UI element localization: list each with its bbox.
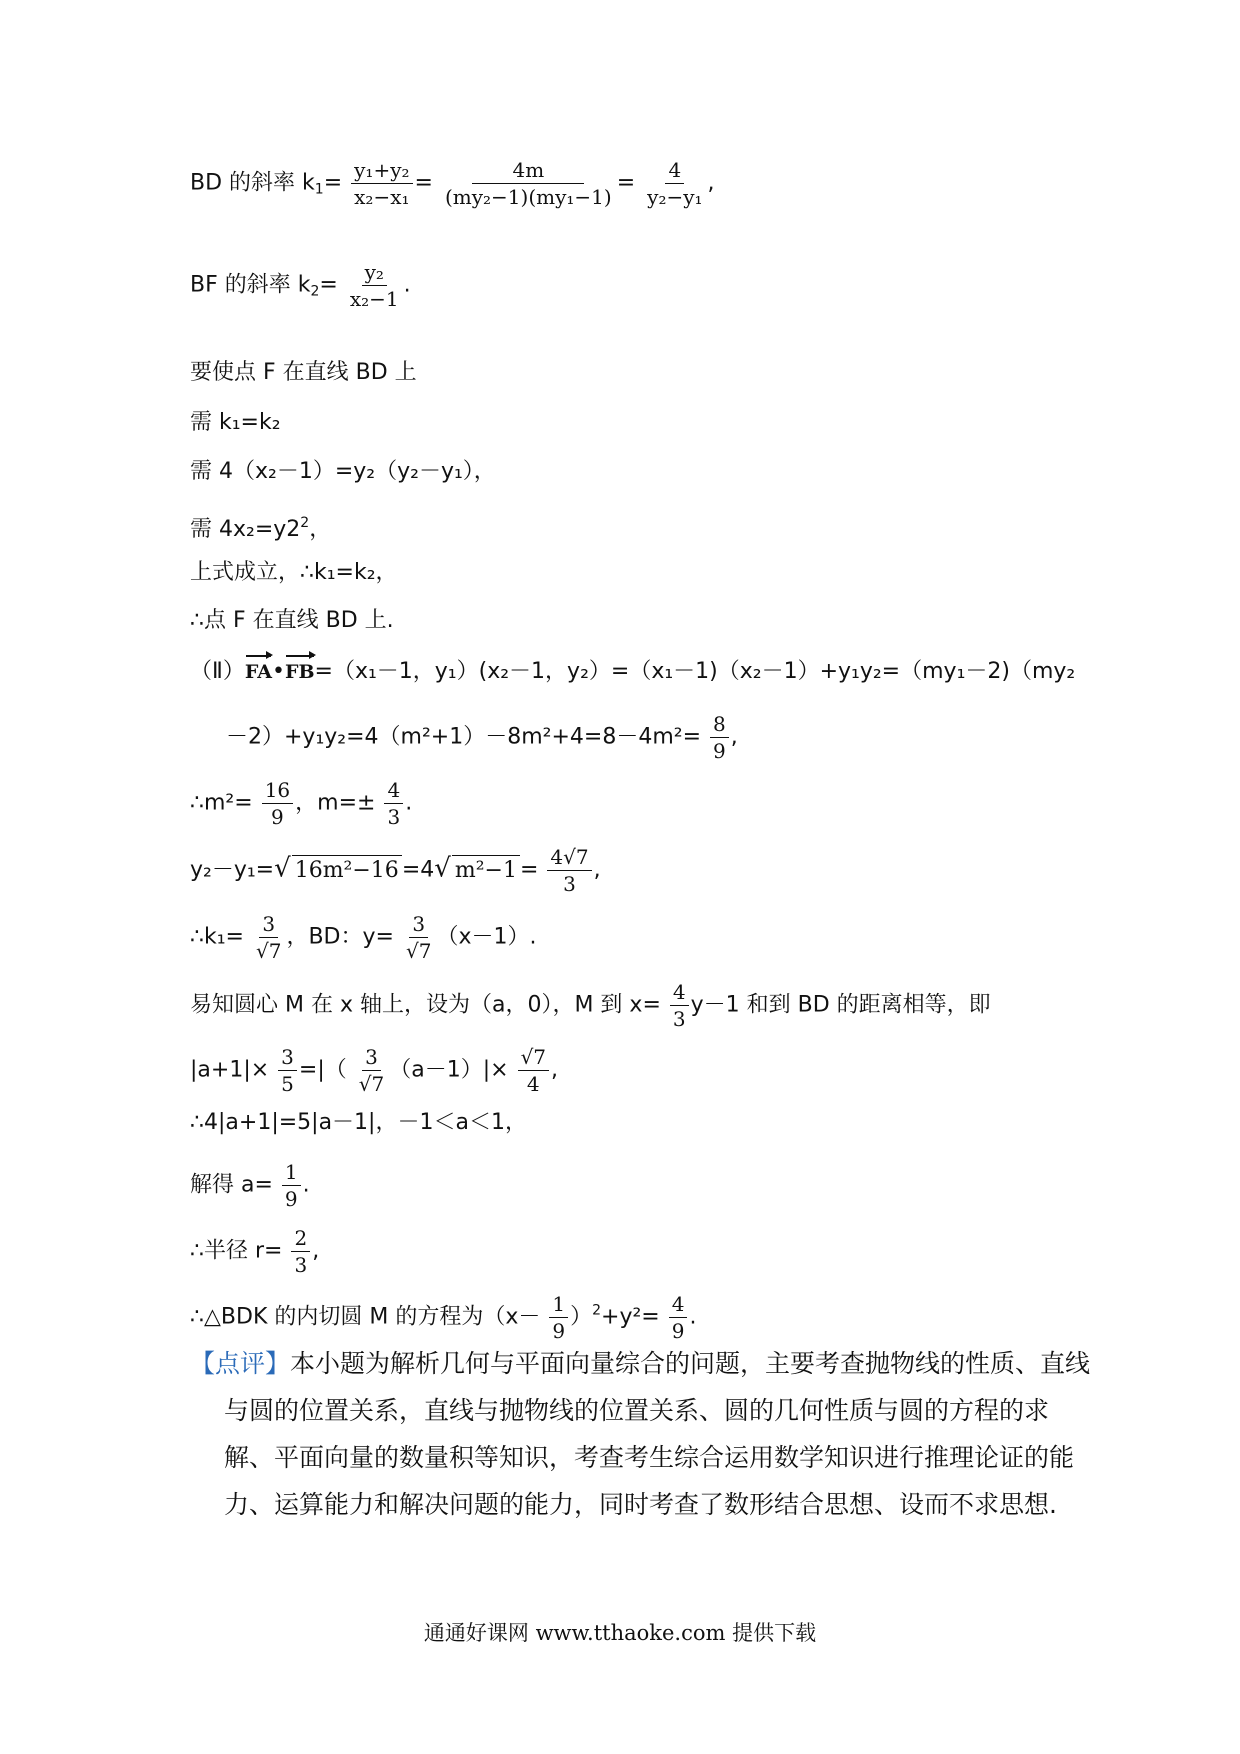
- fraction: [351, 158, 412, 209]
- dot-operator: •: [271, 659, 285, 684]
- text-line: 需 k₁=k₂: [190, 410, 281, 435]
- equals: =: [414, 170, 433, 196]
- text: =|（: [298, 1057, 347, 1083]
- text: ∴k₁=: [190, 924, 244, 950]
- numerator: 3: [278, 1045, 297, 1071]
- text: 解得 a=: [190, 1172, 273, 1198]
- numerator: 3: [409, 912, 428, 938]
- numerator: 3: [259, 912, 278, 938]
- text: +y²=: [601, 1304, 660, 1330]
- footer-note: 通通好课网 www.tthaoke.com 提供下载: [423, 1621, 817, 1645]
- text: 易知圆心 M 在 x 轴上，设为（a，0），M 到 x=: [190, 992, 661, 1018]
- numerator: 4: [670, 980, 689, 1006]
- fraction: [356, 1045, 387, 1096]
- text: ∴半径 r=: [190, 1238, 283, 1264]
- fraction: [547, 845, 591, 896]
- numerator: 1: [282, 1160, 301, 1186]
- k1-bd-line: [190, 912, 536, 963]
- k-subscript: 1: [314, 181, 324, 198]
- vector-fb: FB: [285, 657, 315, 687]
- numerator: 1: [549, 1292, 568, 1318]
- distance-line: [190, 1045, 558, 1096]
- numerator: 4: [384, 778, 403, 804]
- fraction: [278, 1045, 297, 1096]
- numerator: 8: [710, 712, 729, 738]
- fraction: [518, 1045, 549, 1096]
- m-squared-line: [190, 778, 412, 829]
- denominator: x₂−1: [349, 287, 399, 311]
- review-text: 本小题为解析几何与平面向量综合的问题，主要考查抛物线的性质、直线与圆的位置关系，直线与抛物线的位置关系、圆的几何性质与圆的方程的求解、平面向量的数量积等知识，考查考生综合运用数学知识进行推理论证的能力、运算能力和解决问题的能力，同时考查了数形结合思想、设而不求思想.: [224, 1349, 1091, 1519]
- bd-slope-label: BD 的斜率 k: [190, 170, 315, 196]
- punct: ,: [551, 1057, 559, 1083]
- bf-slope-line: [190, 260, 411, 311]
- review-tag: 【点评】: [190, 1349, 291, 1378]
- text-line: 上式成立，∴k₁=k₂，: [190, 560, 398, 585]
- text-line: 需 4（x₂－1）=y₂（y₂－y₁），: [190, 459, 496, 484]
- part-label: （Ⅱ）: [190, 659, 245, 684]
- y-diff-line: [190, 845, 601, 896]
- denominator: 9: [671, 1319, 685, 1343]
- center-line: [190, 980, 991, 1031]
- vector-fa: FA: [245, 657, 272, 687]
- radicand: m²−1: [452, 855, 520, 886]
- fraction: [549, 1292, 568, 1343]
- text: y₂－y₁=: [190, 857, 275, 883]
- punct: ,: [730, 724, 738, 750]
- text-line: ∴4|a+1|=5|a－1|，－1＜a＜1，: [190, 1110, 527, 1135]
- fraction: [262, 778, 293, 829]
- text: |a+1|×: [190, 1057, 270, 1083]
- numerator: 2: [291, 1226, 310, 1252]
- bf-slope-label: BF 的斜率 k: [190, 272, 311, 298]
- text: ∴m²=: [190, 790, 253, 816]
- text-line: ∴点 F 在直线 BD 上.: [190, 608, 394, 633]
- fraction: [670, 980, 689, 1031]
- numerator: 4: [669, 1292, 688, 1318]
- fraction: [347, 260, 402, 311]
- circle-equation-line: [190, 1292, 696, 1343]
- k-subscript: 2: [310, 283, 320, 300]
- denominator: (my₂−1)(my₁−1): [444, 185, 612, 209]
- text: ）: [570, 1304, 593, 1330]
- text: ∴△BDK 的内切圆 M 的方程为（x－: [190, 1304, 541, 1330]
- text-line: 要使点 F 在直线 BD 上: [190, 360, 417, 385]
- sqrt-sign: √: [274, 853, 291, 884]
- punct: .: [689, 1304, 697, 1330]
- punct: ,: [707, 170, 715, 196]
- fraction: [253, 912, 284, 963]
- text: ，BD：y=: [286, 924, 394, 950]
- part2-cont-line: [226, 712, 738, 763]
- denominator: √7: [358, 1072, 385, 1096]
- text: ，: [309, 517, 332, 542]
- denominator: 3: [294, 1253, 308, 1277]
- superscript: 2: [300, 515, 310, 531]
- fraction: [384, 778, 403, 829]
- text: =4: [401, 857, 435, 883]
- denominator: 5: [281, 1072, 294, 1096]
- numerator: 3: [362, 1045, 381, 1071]
- fraction: [710, 712, 729, 763]
- equals: =: [319, 272, 338, 298]
- equals: =: [616, 170, 636, 196]
- denominator: x₂−x₁: [354, 185, 410, 209]
- numerator: 4m: [472, 158, 584, 184]
- solve-line: [190, 1160, 310, 1211]
- text: =: [519, 857, 539, 883]
- sqrt-sign: √: [434, 853, 451, 884]
- numerator: y₂: [362, 260, 387, 286]
- fraction: [442, 158, 615, 209]
- denominator: √7: [405, 939, 432, 963]
- text: 需 4x₂=y2: [190, 517, 301, 542]
- fraction: [644, 158, 705, 209]
- text: y－1 和到 BD 的距离相等，即: [690, 992, 991, 1018]
- numerator: 4: [665, 158, 684, 184]
- denominator: 9: [552, 1319, 566, 1343]
- text: ，m=±: [295, 790, 376, 816]
- denominator: 3: [672, 1007, 686, 1031]
- denominator: 3: [563, 872, 576, 896]
- denominator: 4: [526, 1072, 540, 1096]
- numerator: √7: [518, 1045, 549, 1071]
- part2-line: [190, 657, 1075, 687]
- numerator: 16: [262, 778, 293, 804]
- punct: ,: [312, 1238, 320, 1264]
- review-paragraph: [190, 1340, 1094, 1528]
- text-line: [190, 508, 331, 545]
- text: （a－1）|×: [389, 1057, 509, 1083]
- equals: =: [323, 170, 343, 196]
- text: =（x₁－1，y₁）(x₂－1，y₂）=（x₁－1)（x₂－1）+y₁y₂=（my₁－2)（my₂: [314, 659, 1076, 684]
- fraction: [669, 1292, 688, 1343]
- punct: ,: [593, 857, 601, 883]
- denominator: √7: [256, 939, 282, 963]
- denominator: 3: [387, 805, 401, 829]
- punct: .: [302, 1172, 310, 1198]
- punct: .: [405, 790, 413, 816]
- denominator: y₂−y₁: [647, 185, 703, 209]
- denominator: 9: [271, 805, 284, 829]
- fraction: [291, 1226, 310, 1277]
- denominator: 9: [713, 739, 726, 763]
- radius-line: [190, 1226, 319, 1277]
- fraction: [403, 912, 434, 963]
- radicand: 16m²−16: [292, 855, 402, 886]
- text: －2）+y₁y₂=4（m²+1）－8m²+4=8－4m²=: [226, 724, 702, 750]
- denominator: 9: [284, 1187, 298, 1211]
- superscript: 2: [592, 1302, 602, 1319]
- numerator: 4√7: [547, 845, 591, 871]
- numerator: y₁+y₂: [351, 158, 412, 184]
- fraction: [282, 1160, 301, 1211]
- text: （x－1）.: [436, 924, 537, 950]
- punct: .: [403, 272, 411, 298]
- bd-slope-line: [190, 158, 715, 209]
